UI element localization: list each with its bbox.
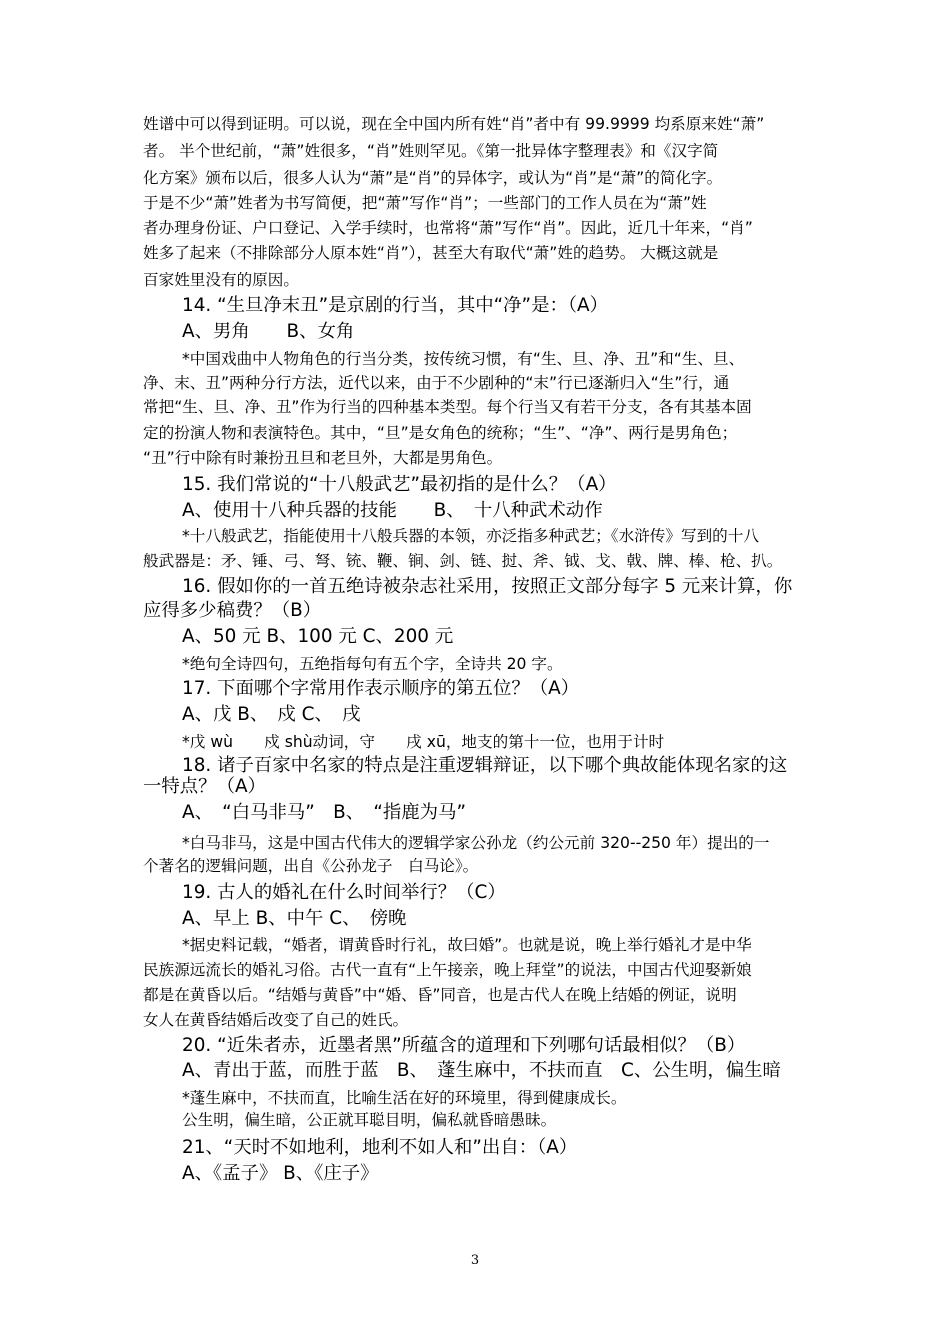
question-15: 15. 我们常说的“十八般武艺”最初指的是什么？（A） [182, 474, 617, 495]
explanation-14-line: 净、末、丑”两种分行方法，近代以来，由于不少剧种的“末”行已逐渐归入“生”行，通 [143, 374, 730, 392]
options-18: A、 “白马非马” B、 “指鹿为马” [182, 802, 466, 823]
options-15: A、使用十八种兵器的技能 B、 十八种武术动作 [182, 500, 603, 521]
explanation-14-line: 定的扮演人物和表演特色。其中，“旦”是女角色的统称；“生”、“净”、两行是男角色； [143, 424, 738, 442]
intro-line: 姓谱中可以得到证明。可以说，现在全中国内所有姓“肖”者中有 99.9999 均系原来姓“萧” [143, 115, 765, 133]
intro-line: 姓多了起来（不排除部分人原本姓“肖”），甚至大有取代“萧”姓的趋势。 大概这就是 [143, 244, 719, 262]
options-17: A、戊 B、 戍 C、 戌 [182, 704, 361, 725]
explanation-14-line: “丑”行中除有时兼扮丑旦和老旦外，大都是男角色。 [143, 449, 503, 467]
question-16-line: 应得多少稿费？（B） [143, 600, 322, 621]
options-19: A、早上 B、中午 C、 傍晚 [182, 908, 407, 929]
question-16-line: 16. 假如你的一首五绝诗被杂志社采用，按照正文部分每字 5 元来计算，你 [182, 576, 793, 597]
explanation-14-line: 常把“生、旦、净、丑”作为行当的四种基本类型。每个行当又有若干分支，各有其基本固 [143, 398, 752, 416]
question-21: 21、“天时不如地利，地利不如人和”出自：（A） [182, 1137, 578, 1158]
intro-line: 化方案》颁布以后，很多人认为“萧”是“肖”的异体字，或认为“肖”是“萧”的简化字。 [143, 169, 723, 187]
explanation-16: *绝句全诗四句，五绝指每句有五个字，全诗共 20 字。 [182, 655, 563, 673]
intro-line: 百家姓里没有的原因。 [143, 271, 299, 289]
explanation-15-line: 般武器是：矛、锤、弓、弩、铳、鞭、锏、剑、链、挝、斧、钺、戈、戟、牌、棒、枪、扒。 [143, 552, 783, 570]
explanation-14-line: *中国戏曲中人物角色的行当分类，按传统习惯，有“生、旦、净、丑”和“生、旦、 [182, 350, 745, 368]
explanation-18-line: 个著名的逻辑问题，出自《公孙龙子 白马论》。 [143, 857, 479, 875]
question-18-line: 一特点？（A） [143, 776, 266, 797]
intro-line: 者。 半个世纪前，“萧”姓很多，“肖”姓则罕见。《第一批异体字整理表》和《汉字简 [143, 142, 719, 160]
explanation-19-line: 民族源远流长的婚礼习俗。古代一直有“上午接亲，晚上拜堂”的说法，中国古代迎娶新娘 [143, 961, 752, 979]
options-21: A、《孟子》 B、《庄子》 [182, 1163, 379, 1184]
explanation-19-line: 都是在黄昏以后。“结婚与黄昏”中“婚、昏”同音，也是古代人在晚上结婚的例证，说明 [143, 986, 737, 1004]
intro-line: 者办理身份证、户口登记、入学手续时，也常将“萧”写作“肖”。因此，近几十年来，“肖” [143, 219, 753, 237]
options-16: A、50 元 B、100 元 C、200 元 [182, 626, 454, 647]
explanation-17: *戊 wù 戍 shù动词，守 戌 xū，地支的第十一位，也用于计时 [182, 733, 665, 751]
question-14: 14. “生旦净末丑”是京剧的行当，其中“净”是：（A） [182, 295, 609, 316]
explanation-20-line: 公生明，偏生暗，公正就耳聪目明，偏私就昏暗愚昧。 [182, 1111, 557, 1129]
explanation-18-line: *白马非马，这是中国古代伟大的逻辑学家公孙龙（约公元前 320--250 年）提出的一 [182, 834, 770, 852]
explanation-19-line: 女人在黄昏结婚后改变了自己的姓氏。 [143, 1011, 409, 1029]
question-19: 19. 古人的婚礼在什么时间举行？（C） [182, 882, 506, 903]
explanation-20-line: *蓬生麻中，不扶而直，比喻生活在好的环境里，得到健康成长。 [182, 1089, 627, 1107]
question-18-line: 18. 诸子百家中名家的特点是注重逻辑辩证，以下哪个典故能体现名家的这 [182, 755, 788, 776]
intro-line: 于是不少“萧”姓者为书写简便，把“萧”写作“肖”；一些部门的工作人员在为“萧”姓 [143, 194, 707, 212]
page-number: 3 [470, 1253, 480, 1268]
explanation-19-line: *据史料记载，“婚者，谓黄昏时行礼，故曰婚”。也就是说，晚上举行婚礼才是中华 [182, 936, 752, 954]
explanation-15-line: *十八般武艺，指能使用十八般兵器的本领，亦泛指多种武艺；《水浒传》写到的十八 [182, 527, 759, 545]
question-17: 17. 下面哪个字常用作表示顺序的第五位？（A） [182, 678, 580, 699]
question-20: 20. “近朱者赤，近墨者黑”所蕴含的道理和下列哪句话最相似？（B） [182, 1035, 746, 1056]
options-20: A、青出于蓝，而胜于蓝 B、 蓬生麻中，不扶而直 C、公生明，偏生暗 [182, 1060, 781, 1081]
options-14: A、男角 B、女角 [182, 321, 355, 342]
